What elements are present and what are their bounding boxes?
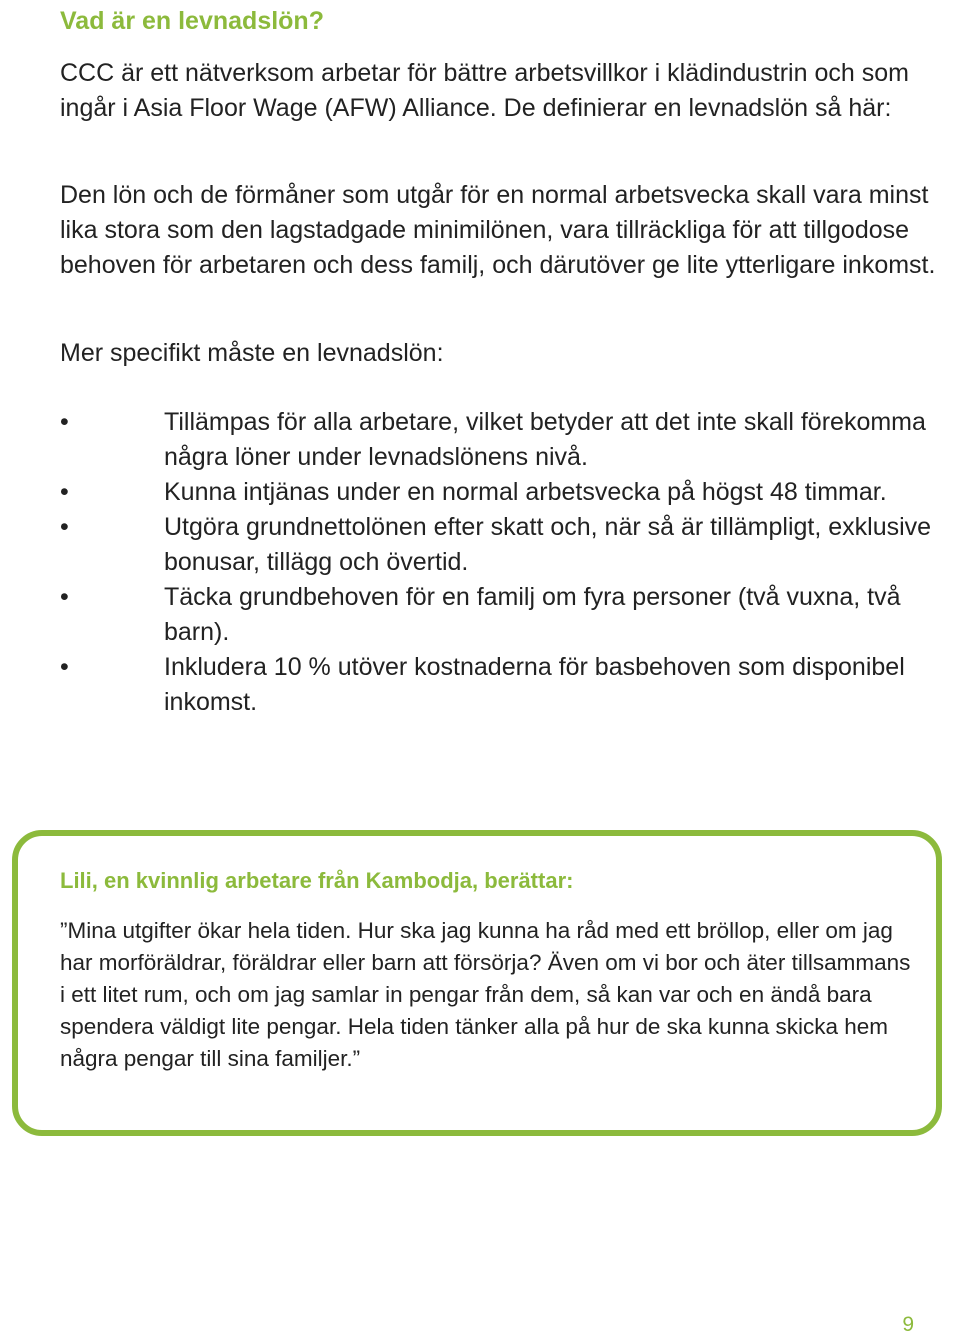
list-item xyxy=(60,475,940,510)
list-item xyxy=(60,510,940,580)
list-item-text: Utgöra grundnettolönen efter skatt och, när så är tillämpligt, exklusive bonusar, tillägg och övertid. xyxy=(164,513,932,576)
bullet-icon: • xyxy=(60,408,69,436)
section-heading: Vad är en levnadslön? xyxy=(60,7,324,35)
quote-text: ”Mina utgifter ökar hela tiden. Hur ska jag kunna ha råd med ett bröllop, eller om jag har morföräldrar, föräldrar eller barn att försörja? Även om vi bor och äter tillsammans i ett litet rum, och om jag samlar in pengar från dem, så kan var och en ändå bara spendera väldigt lite pengar. Hela tiden tänker alla på hur de ska kunna skicka hem några pengar till sina familjer.” xyxy=(60,918,911,1071)
definition-paragraph: Den lön och de förmåner som utgår för en normal arbetsvecka skall vara minst lika stora som den lagstadgade minimilönen, vara tillräckliga för att tillgodose behoven för arbetaren och dess familj, och därutöver ge lite ytterligare inkomst. xyxy=(60,181,936,279)
list-item xyxy=(60,650,940,720)
bullet-icon: • xyxy=(60,513,69,541)
bullet-icon: • xyxy=(60,478,69,506)
page-number: 9 xyxy=(902,1313,914,1336)
list-item-text: Täcka grundbehoven för en familj om fyra personer (två vuxna, två barn). xyxy=(164,583,901,646)
quote-title: Lili, en kvinnlig arbetare från Kambodja, berättar: xyxy=(60,868,574,893)
requirements-list xyxy=(60,405,940,720)
list-item-text: Inkludera 10 % utöver kostnaderna för basbehoven som disponibel inkomst. xyxy=(164,653,905,716)
list-item-text: Tillämpas för alla arbetare, vilket betyder att det inte skall förekomma några löner under levnadslönens nivå. xyxy=(164,408,926,471)
list-item xyxy=(60,405,940,475)
bullet-icon: • xyxy=(60,653,69,681)
intro-paragraph: CCC är ett nätverksom arbetar för bättre arbetsvillkor i klädindustrin och som ingår i Asia Floor Wage (AFW) Alliance. De definierar en levnadslön så här: xyxy=(60,59,909,122)
bullet-icon: • xyxy=(60,583,69,611)
list-item-text: Kunna intjänas under en normal arbetsvecka på högst 48 timmar. xyxy=(164,478,887,506)
lead-paragraph: Mer specifikt måste en levnadslön: xyxy=(60,339,444,367)
list-item xyxy=(60,580,940,650)
